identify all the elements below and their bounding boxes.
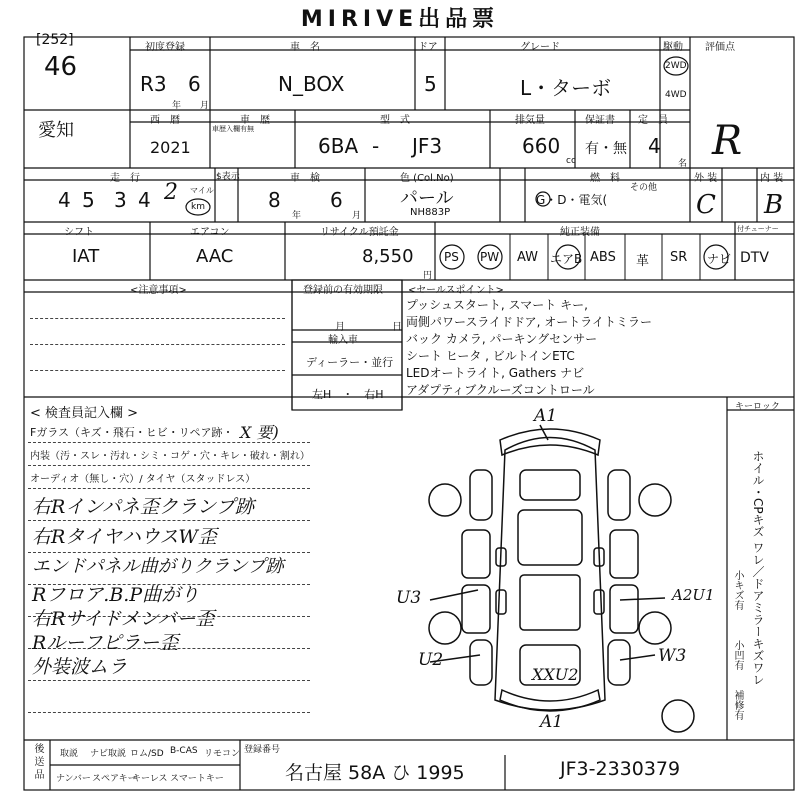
sales-point-3: バック カメラ, パーキングセンサー [406,332,598,346]
shift-label: シフト [64,227,94,238]
damage-mark-rear: A1 [540,712,564,732]
keylock-label: キーロック [735,402,780,412]
handwritten-note-2: 右RタイヤハウスW歪 [32,526,217,548]
door-count: 5 [424,72,437,96]
lot-number: 46 [44,52,78,82]
damage-mark-left-rear: U2 [418,650,444,670]
first-reg-month: 6 [188,72,201,96]
disp-value: 660 [522,134,561,158]
reg-month: 月 [335,322,345,333]
recycle-label: リサイクル預託金 [320,227,399,238]
mileage-unit-km: km [191,202,205,212]
first-reg-era: R3 [140,72,167,96]
capacity-unit: 名 [678,159,688,169]
color-code: NH883P [410,207,451,218]
attach-bcas: B-CAS [170,746,198,756]
year-label: 西 暦 [150,115,180,126]
int-grade: B [764,190,784,220]
color-value: パール [400,188,454,209]
damage-mark-rear-center: XXU2 [532,665,579,684]
plate-number: 名古屋 58A ひ 1995 [285,762,465,784]
lot-region: 愛知 [38,120,74,141]
plate-label: 登録番号 [244,745,281,755]
drive-4wd: 4WD [665,90,687,100]
grade-label: グレード [520,42,560,53]
handwritten-note-7: 外装波ムラ [32,656,128,678]
tuner-value: DTV [740,250,769,266]
tuner-label: 付チューナー [737,225,779,233]
mileage-label: 走 行 [110,173,140,184]
sales-label: <セールスポイント> [408,285,504,296]
ext-grade: C [696,190,716,220]
equip-label: 純正装備 [560,227,600,238]
fuel-other: その他 [630,183,658,193]
attach-remote: リモコン [204,749,241,759]
sales-point-4: シート ヒータ , ビルトインETC [406,349,575,363]
year-unit: 年 [172,101,182,111]
damage-mark-right-side: A2U1 [672,586,715,604]
reg-expiry-label: 登録前の有効期限 [303,285,383,296]
damage-mark-front: A1 [534,406,558,426]
fuel-options: G・D・電気( [536,193,608,207]
type-code: JF3 [412,134,443,158]
capacity-value: 4 [648,134,661,158]
attach-rom-sd: ロム/SD [130,749,164,759]
handwritten-note-6: Rルーフピラー歪 [32,632,179,654]
dealer-parallel: ディーラー・並行 [306,356,394,369]
handwritten-note-3: エンドパネル曲がりクランプ跡 [32,556,284,577]
sheet-title: MIRIVE出品票 [300,7,500,32]
type-label: 型 式 [380,115,410,126]
attach-keyless: キーレス [132,774,168,784]
equip-abs: ABS [590,250,616,265]
chassis-number: JF3-2330379 [560,758,681,780]
handwritten-note-5: 右Rサイドメンバー歪 [32,608,215,630]
side-item-2: 小凹有 [732,640,743,670]
model-label: 車 名 [290,42,320,53]
int-label: 内 装 [760,173,784,184]
side-item-1: 小キズ有 [732,570,743,610]
attach-spare-key: スペアキー [92,774,137,784]
month-unit: 月 [200,101,210,111]
shaken-label: 車 検 [290,173,320,184]
doors-label: ドア [418,42,438,53]
sales-point-5: LEDオートライト, Gathers ナビ [406,366,585,380]
glass-mark: X 要) [240,423,279,442]
equip-pw: PW [480,250,500,264]
lot-code: [252] [36,32,74,48]
warranty-value: 有・無 [585,141,627,157]
model-name: N_BOX [278,72,345,96]
attach-navi-manual: ナビ取説 [90,749,127,759]
year-value: 2021 [150,138,191,157]
warranty-label: 保証書 [585,115,615,126]
sales-point-6: アダプティブクルーズコントロール [406,383,595,397]
equip-ps: PS [444,250,459,264]
ac-label: エアコン [190,227,230,238]
mileage-digit-3: 3 [114,188,127,212]
recycle-value: 8,550 [362,246,414,267]
mileage-digit-5: 2 [164,180,178,205]
type-sep: - [372,134,380,158]
shift-value: IAT [72,246,100,267]
disp-unit: cc [566,156,576,166]
color-label: 色 (Col.No) [400,173,454,184]
shaken-year: 8 [268,188,281,212]
equip-leather: 革 [636,254,650,269]
attach-label: 後 送 品 [32,743,43,780]
caution-label: <注意事項> [130,285,187,296]
disp-label: 排気量 [515,115,545,126]
score-value: R [712,118,743,164]
history-label: 車 歴 [240,115,270,126]
side-item-3: 補修有 [732,690,743,720]
glass-line: Fガラス（キズ・飛石・ヒビ・リペア跡・ [30,426,234,439]
recycle-unit: 円 [423,271,433,281]
handwritten-note-4: Rフロア.B.P曲がり [32,584,200,606]
mileage-digit-4: 4 [138,188,151,212]
mileage-digit-1: 4 [58,188,71,212]
attach-manual: 取説 [60,749,79,759]
equip-aw: AW [517,250,539,265]
drive-label: 駆動 [663,42,683,53]
history-sub: 車歴入欄有無 [212,125,254,133]
meter-label: $表示 [216,172,240,182]
ext-label: 外 装 [694,173,718,184]
grade-value: L・ターボ [520,76,612,100]
mileage-unit-mile: マイル [190,186,214,195]
import-label: 輸入車 [328,335,358,346]
damage-mark-left-side: U3 [396,588,422,608]
inspection-label: < 検査員記入欄 > [30,406,139,421]
type-prefix: 6BA [318,134,359,158]
ac-value: AAC [196,246,234,267]
handle-side: 左H ・ 右H [312,388,384,401]
reg-day: 日 [392,322,402,333]
attach-smart-key: スマートキー [170,774,224,784]
drive-2wd: 2WD [665,61,687,71]
equip-airbag: エアB [550,252,583,266]
equip-sr: SR [670,250,688,265]
side-damage-text: ホイル・CPキズ ワレ／ドアミラーキズワレ [751,450,765,686]
sales-point-2: 両側パワースライドドア, オートライトミラー [406,315,652,329]
handwritten-note-1: 右Rインパネ歪クランプ跡 [32,496,254,518]
fuel-label: 燃 料 [590,173,620,184]
score-label: 評価点 [705,42,735,53]
first-reg-label: 初度登録 [145,42,185,53]
damage-mark-right-rear: W3 [658,646,687,666]
mileage-digit-2: 5 [82,188,95,212]
capacity-label: 定 員 [638,115,668,126]
shaken-month: 6 [330,188,343,212]
equip-navi: ナビ [707,252,732,266]
audio-line: オーディオ（無し・穴）/ タイヤ（スタッドレス） [30,474,256,485]
interior-line: 内装（汚・スレ・汚れ・シミ・コゲ・穴・キレ・破れ・割れ） [30,451,310,462]
sales-point-1: プッシュスタート, スマート キー, [406,298,588,312]
attach-plate: ナンバー [56,774,91,784]
